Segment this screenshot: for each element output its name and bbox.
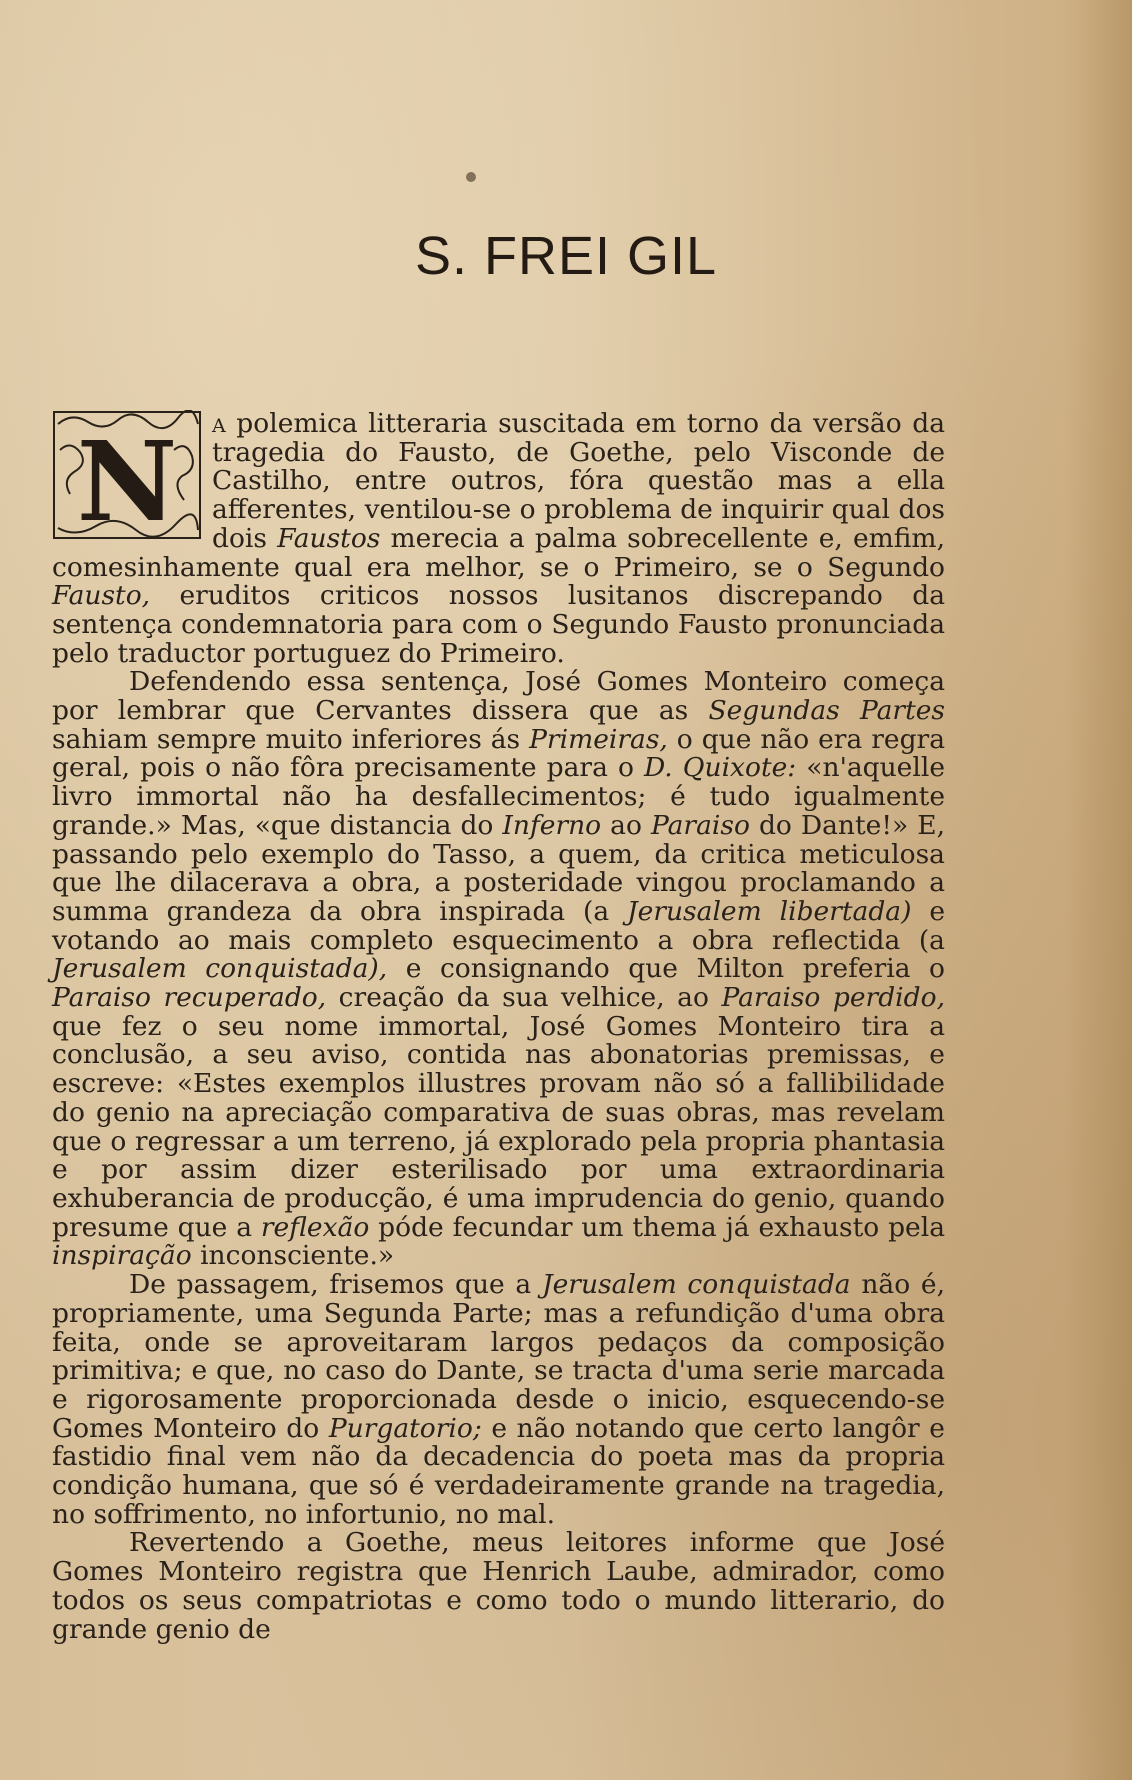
text-run: Revertendo a Goethe, meus leitores informe que José Gomes Monteiro registra que Henrich Laube, admirador, como todos os seus compatriotas e como todo o mundo litterario, do grande genio de xyxy=(52,1527,945,1645)
paragraph-body xyxy=(52,1527,945,1644)
text-run: que fez o seu nome immortal, José Gomes Monteiro tira a conclusão, a seu aviso, contida nas abonatorias premissas, e escreve: «Estes exemplos illustres provam não só a fallibilidade do genio na apreciação comparativa de suas obras, mas revelam que o regressar a um terreno, já explorado pela propria phantasia e por assim dizer esterilisado por uma extraordinaria exhuberancia de producção, é uma imprudencia do genio, quando presume que a xyxy=(52,1010,945,1243)
italic-title: Segundas Partes xyxy=(708,695,945,727)
text-run: Defendendo essa sentença, José Gomes Monteiro começa por lembrar que Cervantes dissera que as xyxy=(52,666,945,727)
drop-cap-letter: N xyxy=(76,417,178,540)
paragraph-body xyxy=(52,1269,945,1530)
italic-title: Faustos xyxy=(277,522,381,554)
italic-title: Paraiso recuperado, xyxy=(52,982,327,1014)
text-run: De passagem, frisemos que a xyxy=(129,1269,542,1301)
text-run: ao xyxy=(601,809,651,841)
text-run: do Dante!» E, passando pelo exemplo do Tasso, a quem, da critica meticulosa que lhe dilacerava a obra, a posteridade vingou proclamando a summa grandeza da obra inspirada (a xyxy=(52,809,945,927)
chapter-title: S. FREI GIL xyxy=(414,226,718,286)
text-run: inconsciente.» xyxy=(191,1240,395,1272)
text-run: e não notando que certo langôr e fastidio final vem não da decadencia do poeta mas da propria condição humana, que só é verdadeiramente grande na tragedia, no soffrimento, no infortunio, no mal. xyxy=(52,1412,945,1530)
italic-title: Jerusalem conquistada), xyxy=(52,953,388,985)
paragraph-body xyxy=(52,666,945,1271)
italic-title: Jerusalem conquistada xyxy=(541,1269,851,1301)
italic-title: Purgatorio; xyxy=(328,1412,482,1444)
italic-title: Primeiras, xyxy=(529,723,668,755)
text-run: creação da sua velhice, ao xyxy=(326,982,722,1014)
italic-title: Fausto, xyxy=(52,580,151,612)
first-word-rest: a xyxy=(212,408,226,439)
italic-title: Paraiso xyxy=(650,809,750,841)
text-run: não é, propriamente, uma Segunda Parte; mas a refundição d'uma obra feita, onde se aproveitaram largos pedaços da composição primitiva; e que, no caso do Dante, se tracta d'uma serie marcada e rigorosamente proporcionada desde o inicio, esquecendo-se Gomes Monteiro do xyxy=(52,1269,945,1444)
paragraph xyxy=(52,1271,945,1529)
italic-title: inspiração xyxy=(52,1240,192,1272)
italic-title: reflexão xyxy=(260,1211,370,1243)
text-run: o que não era regra geral, pois o não fôra precisamente para o xyxy=(52,723,945,784)
text-run: «n'aquelle livro immortal não ha desfallecimentos; é tudo igualmente grande.» Mas, «que distancia do xyxy=(52,752,945,841)
body-text xyxy=(52,410,945,1644)
ornate-initial-n-icon xyxy=(52,410,202,540)
text-run: e votando ao mais completo esquecimento a obra reflectida (a xyxy=(52,895,946,956)
italic-title: Jerusalem libertada) xyxy=(627,895,912,927)
italic-title: Inferno xyxy=(502,809,602,841)
text-run: eruditos criticos nossos lusitanos discrepando da sentença condemnatoria para com o Segundo Fausto pronunciada pelo traductor portuguez do Primeiro. xyxy=(52,580,945,669)
text-run: e consignando que Milton preferia o xyxy=(387,953,945,985)
text-run: merecia a palma sobrecellente e, emfim, comesinhamente qual era melhor, se o Primeiro, se o Segundo xyxy=(52,522,945,583)
text-run: póde fecundar um thema já exhausto pela xyxy=(369,1211,946,1243)
italic-title: D. Quixote: xyxy=(643,752,797,784)
paragraph xyxy=(52,410,945,668)
text-run: polemica litteraria suscitada em torno da versão da tragedia do Fausto, de Goethe, pelo Visconde de Castilho, entre outros, fóra questão mas a ella afferentes, ventilou-se o problema de inquirir qual dos dois xyxy=(212,408,945,554)
paragraph xyxy=(52,1529,945,1644)
ink-spot xyxy=(466,172,476,182)
paragraph xyxy=(52,668,945,1271)
text-run: sahiam sempre muito inferiores ás xyxy=(52,723,530,755)
italic-title: Paraiso perdido, xyxy=(721,982,945,1014)
